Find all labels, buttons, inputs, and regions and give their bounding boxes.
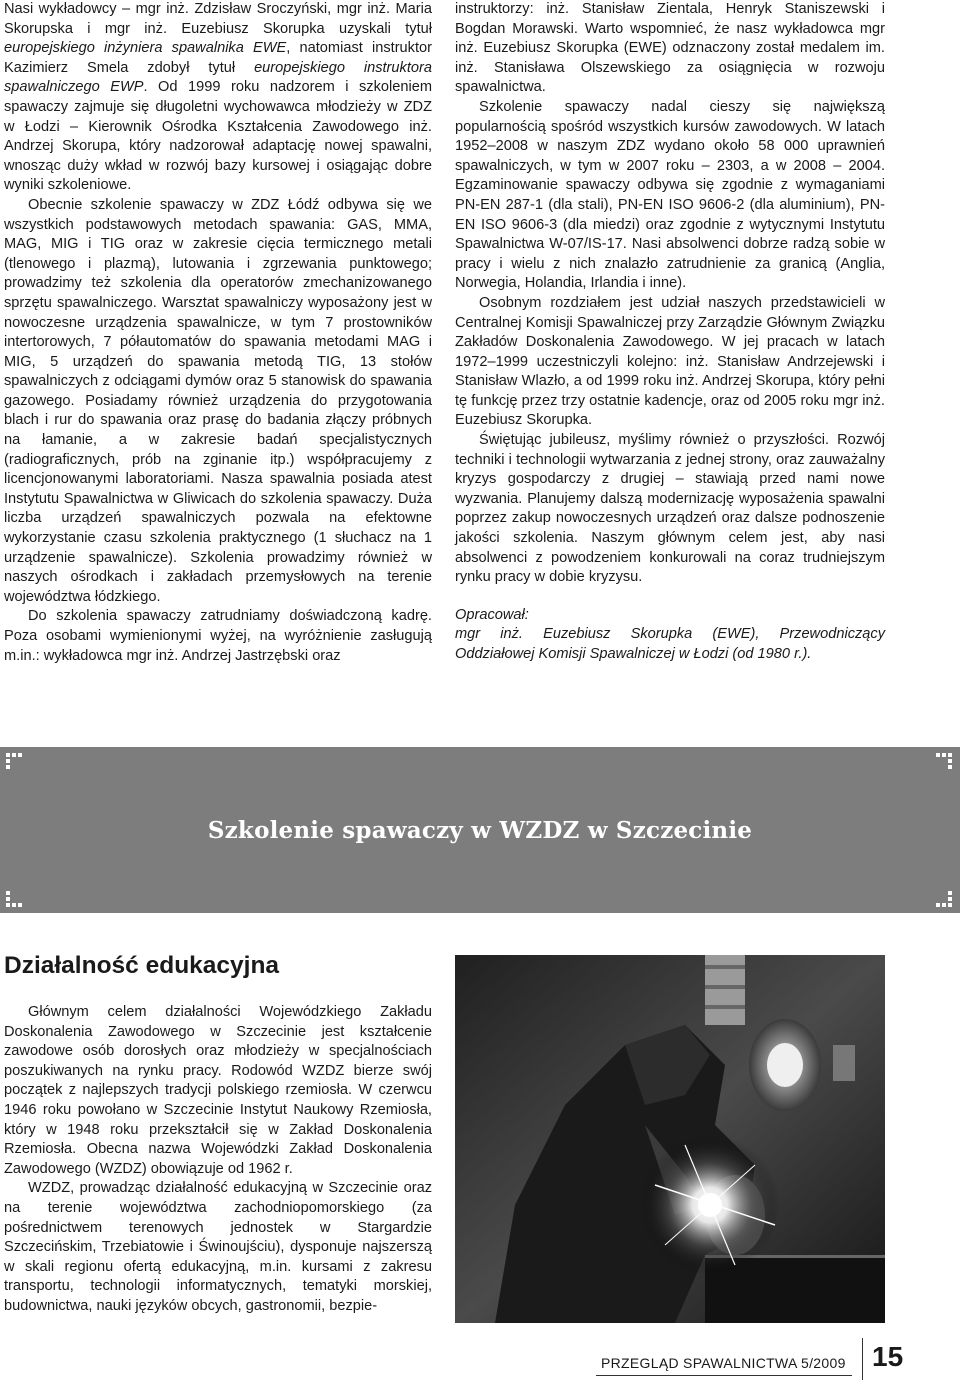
section-banner: [0, 747, 960, 913]
banner-corner-bl: [6, 903, 10, 907]
paragraph-future: Świętując jubileusz, myślimy również o przyszłości. Rozwój techniki i technologii wytwarzania z jednej strony, oraz zauważalny kryzys gospodarczy z drugiej – stawiają przed nami nowe wyzwania. Planujemy dalszą modernizację wyposażenia spawalni poprzez zakup nowoczesnych urządzeń oraz dalsze podnoszenie jakości szkolenia. Naszym głównym celem jest, aby nasi absolwenci z powodzeniem konkurowali na coraz trudniejszym rynku pracy w dobie kryzysu.: [455, 432, 885, 586]
page-number: 15: [872, 1341, 904, 1372]
bottom-left-column: [4, 1003, 432, 1317]
paragraph-current-training: Obecnie szkolenie spawaczy w ZDZ Łódź odbywa się we wszystkich podstawowych metodach spawania: GAS, MMA, MAG, MIG i TIG oraz w zakresie cięcia termicznego metali (tlenowego i plazmą), lutowania i zgrzewania punktowego; prowadzimy też szkolenia dla operatorów zmechanizowanego sprzętu spawalniczego. Warsztat spawalniczy wyposażony jest w nowoczesne urządzenia spawalnicze, w tym 7 prostowników intertorowych, 7 półautomatów do spawania metodami MAG i MIG, 5 urządzeń do spawania metodą TIG, 13 stołów spawalniczych z odciągami dymów oraz 5 stanowisk do spawania gazowego. Posiadamy również urządzenia do przygotowania blach i rur do spawania oraz prasę do badania złączy próbnych na łamanie, a w zakresie badań specjalistycznych (radiograficznych, prób na zginanie itp.) współpracujemy z licencjonowanymi laboratoriami. Nasza spawalnia posiada atest Instytutu Spawalnictwa w Gliwicach do szkolenia spawaczy. Duża liczba urządzeń spawalniczych pozwala na efektowne wykorzystanie czasu szkolenia praktycznego (1 słuchacz na 1 urządzenie spawalnicze). Szkolenia prowadzimy również w naszych ośrodkach i zakładach przemysłowych na terenie województwa łódzkiego.: [4, 196, 432, 605]
credit-text: mgr inż. Euzebiusz Skorupka (EWE), Przewodniczący Oddziałowej Komisji Spawalniczej w Łodzi (od 1980 r.).: [455, 626, 885, 662]
welder-photo: [455, 955, 885, 1323]
banner-corner-br: [948, 903, 952, 907]
section-heading: Działalność edukacyjna: [4, 952, 280, 979]
footer-journal-name: PRZEGLĄD SPAWALNICTWA 5/2009: [601, 1355, 846, 1371]
italic-ewp-title: europejskiego instruktora spawalniczego EWP: [4, 59, 432, 96]
banner-corner-tl: [6, 753, 10, 757]
paragraph-lecturers: Nasi wykładowcy – mgr inż. Zdzisław Sroczyński, mgr inż. Maria Skorupska i mgr inż. Euzebiusz Skorupka uzyskali tytuł europejskiego inżyniera spawalnika EWE, natomiast instruktor Kazimierz Smela zdobył tytuł europejskiego instruktora spawalniczego EWP. Od 1999 roku nadzorem i szkoleniem spawaczy zajmuje się długoletni wychowawca młodzieży w ZDZ w Łodzi – Kierownik Ośrodka Kształcenia Zawodowego inż. Andrzej Skorupa, który nadzorował adaptację nowej spawalni, wnosząc duży wkład w rozwój bazy kursowej i osiągając dobre wyniki szkoleniowe.: [4, 1, 433, 194]
right-column: [455, 0, 885, 665]
welder-photo-icon: [455, 955, 885, 1323]
paragraph-offer: WZDZ, prowadząc działalność edukacyjną w Szczecinie oraz na terenie województwa zachodniopomorskiego (za pośrednictwem terenowych jednostek w Stargardzie Szczecińskim, Trzebiatowie i Świnoujściu), dysponuje najszerszą w skali regionu ofertą edukacyjną, m.in. kursami z zakresu transportu, technologii informatycznych, tematyki morskiej, budownictwa, nauki języków obcych, gastronomii, bezpie-: [4, 1180, 432, 1314]
credit-label: Opracował:: [455, 606, 529, 623]
paragraph-staff: Do szkolenia spawaczy zatrudniamy doświadczoną kadrę. Poza osobami wymienionymi wyżej, na wyróżnienie zasługują m.in.: wykładowca mgr inż. Andrzej Jastrzębski oraz: [4, 608, 432, 664]
banner-corner-tr: [942, 753, 946, 757]
footer-rule: [596, 1375, 852, 1376]
paragraph-commission: Osobnym rozdziałem jest udział naszych przedstawicieli w Centralnej Komisji Spawalniczej przy Zarządzie Głównym Związku Zakładów Doskonalenia Zawodowego. W jej pracach w latach 1972–1999 uczestniczyli kolejno: inż. Stanisław Andrzejewski i Stanisław Wlazło, a od 1999 roku inż. Andrzej Skorupa, który pełni tę funkcję przez trzy ostatnie kadencje, oraz od 2005 roku mgr inż. Euzebiusz Skorupka.: [455, 294, 885, 429]
left-column: [4, 0, 432, 666]
paragraph-mission: Głównym celem działalności Wojewódzkiego Zakładu Doskonalenia Zawodowego w Szczecinie jest kształcenie zawodowe osób dorosłych oraz młodzieży w specjalnościach poszukiwanych na rynku pracy. Rodowód WZDZ bierze swój początek z najlepszych tradycji polskiego rzemiosła. W czerwcu 1946 roku powołano w Szczecinie Instytut Naukowy Rzemiosła, który w 1948 roku przekształcił się w Zakład Doskonalenia Rzemiosła. Obecna nazwa Wojewódzki Zakład Doskonalenia Zawodowego (WZDZ) obowiązuje od 1962 r.: [4, 1004, 432, 1177]
paragraph-popularity: Szkolenie spawaczy nadal cieszy się największą popularnością spośród wszystkich kursów zawodowych. W latach 1952–2008 w naszym ZDZ wydano około 58 000 uprawnień spawalniczych, w tym w 2007 roku – 2303, a w 2008 – 2004. Egzaminowanie spawaczy odbywa się zgodnie z wymaganiami PN-EN 287-1 (dla stali), PN-EN ISO 9606-2 (dla aluminium), PN-EN ISO 9606-3 (dla miedzi) oraz zgodnie z wytycznymi Instytutu Spawalnictwa W-07/IS-17. Nasi absolwenci dobrze radzą sobie w pracy i wielu z nich znalazło zatrudnienie za granicą (Anglia, Norwegia, Holandia, Irlandia i inne).: [455, 98, 885, 292]
paragraph-instructors: instruktorzy: inż. Stanisław Zientala, Henryk Staniszewski i Bogdan Morawski. Warto wspomnieć, że nasz wykładowca mgr inż. Euzebiusz Skorupka (EWE) odznaczony został medalem im. inż. Stanisława Olszewskiego za osiągnięcia w rozwoju spawalnictwa.: [455, 1, 885, 96]
italic-ewe-title: europejskiego inżyniera spawalnika EWE: [4, 40, 287, 57]
page-number-divider: [862, 1338, 863, 1380]
banner-title: Szkolenie spawaczy w WZDZ w Szczecinie: [207, 816, 753, 844]
